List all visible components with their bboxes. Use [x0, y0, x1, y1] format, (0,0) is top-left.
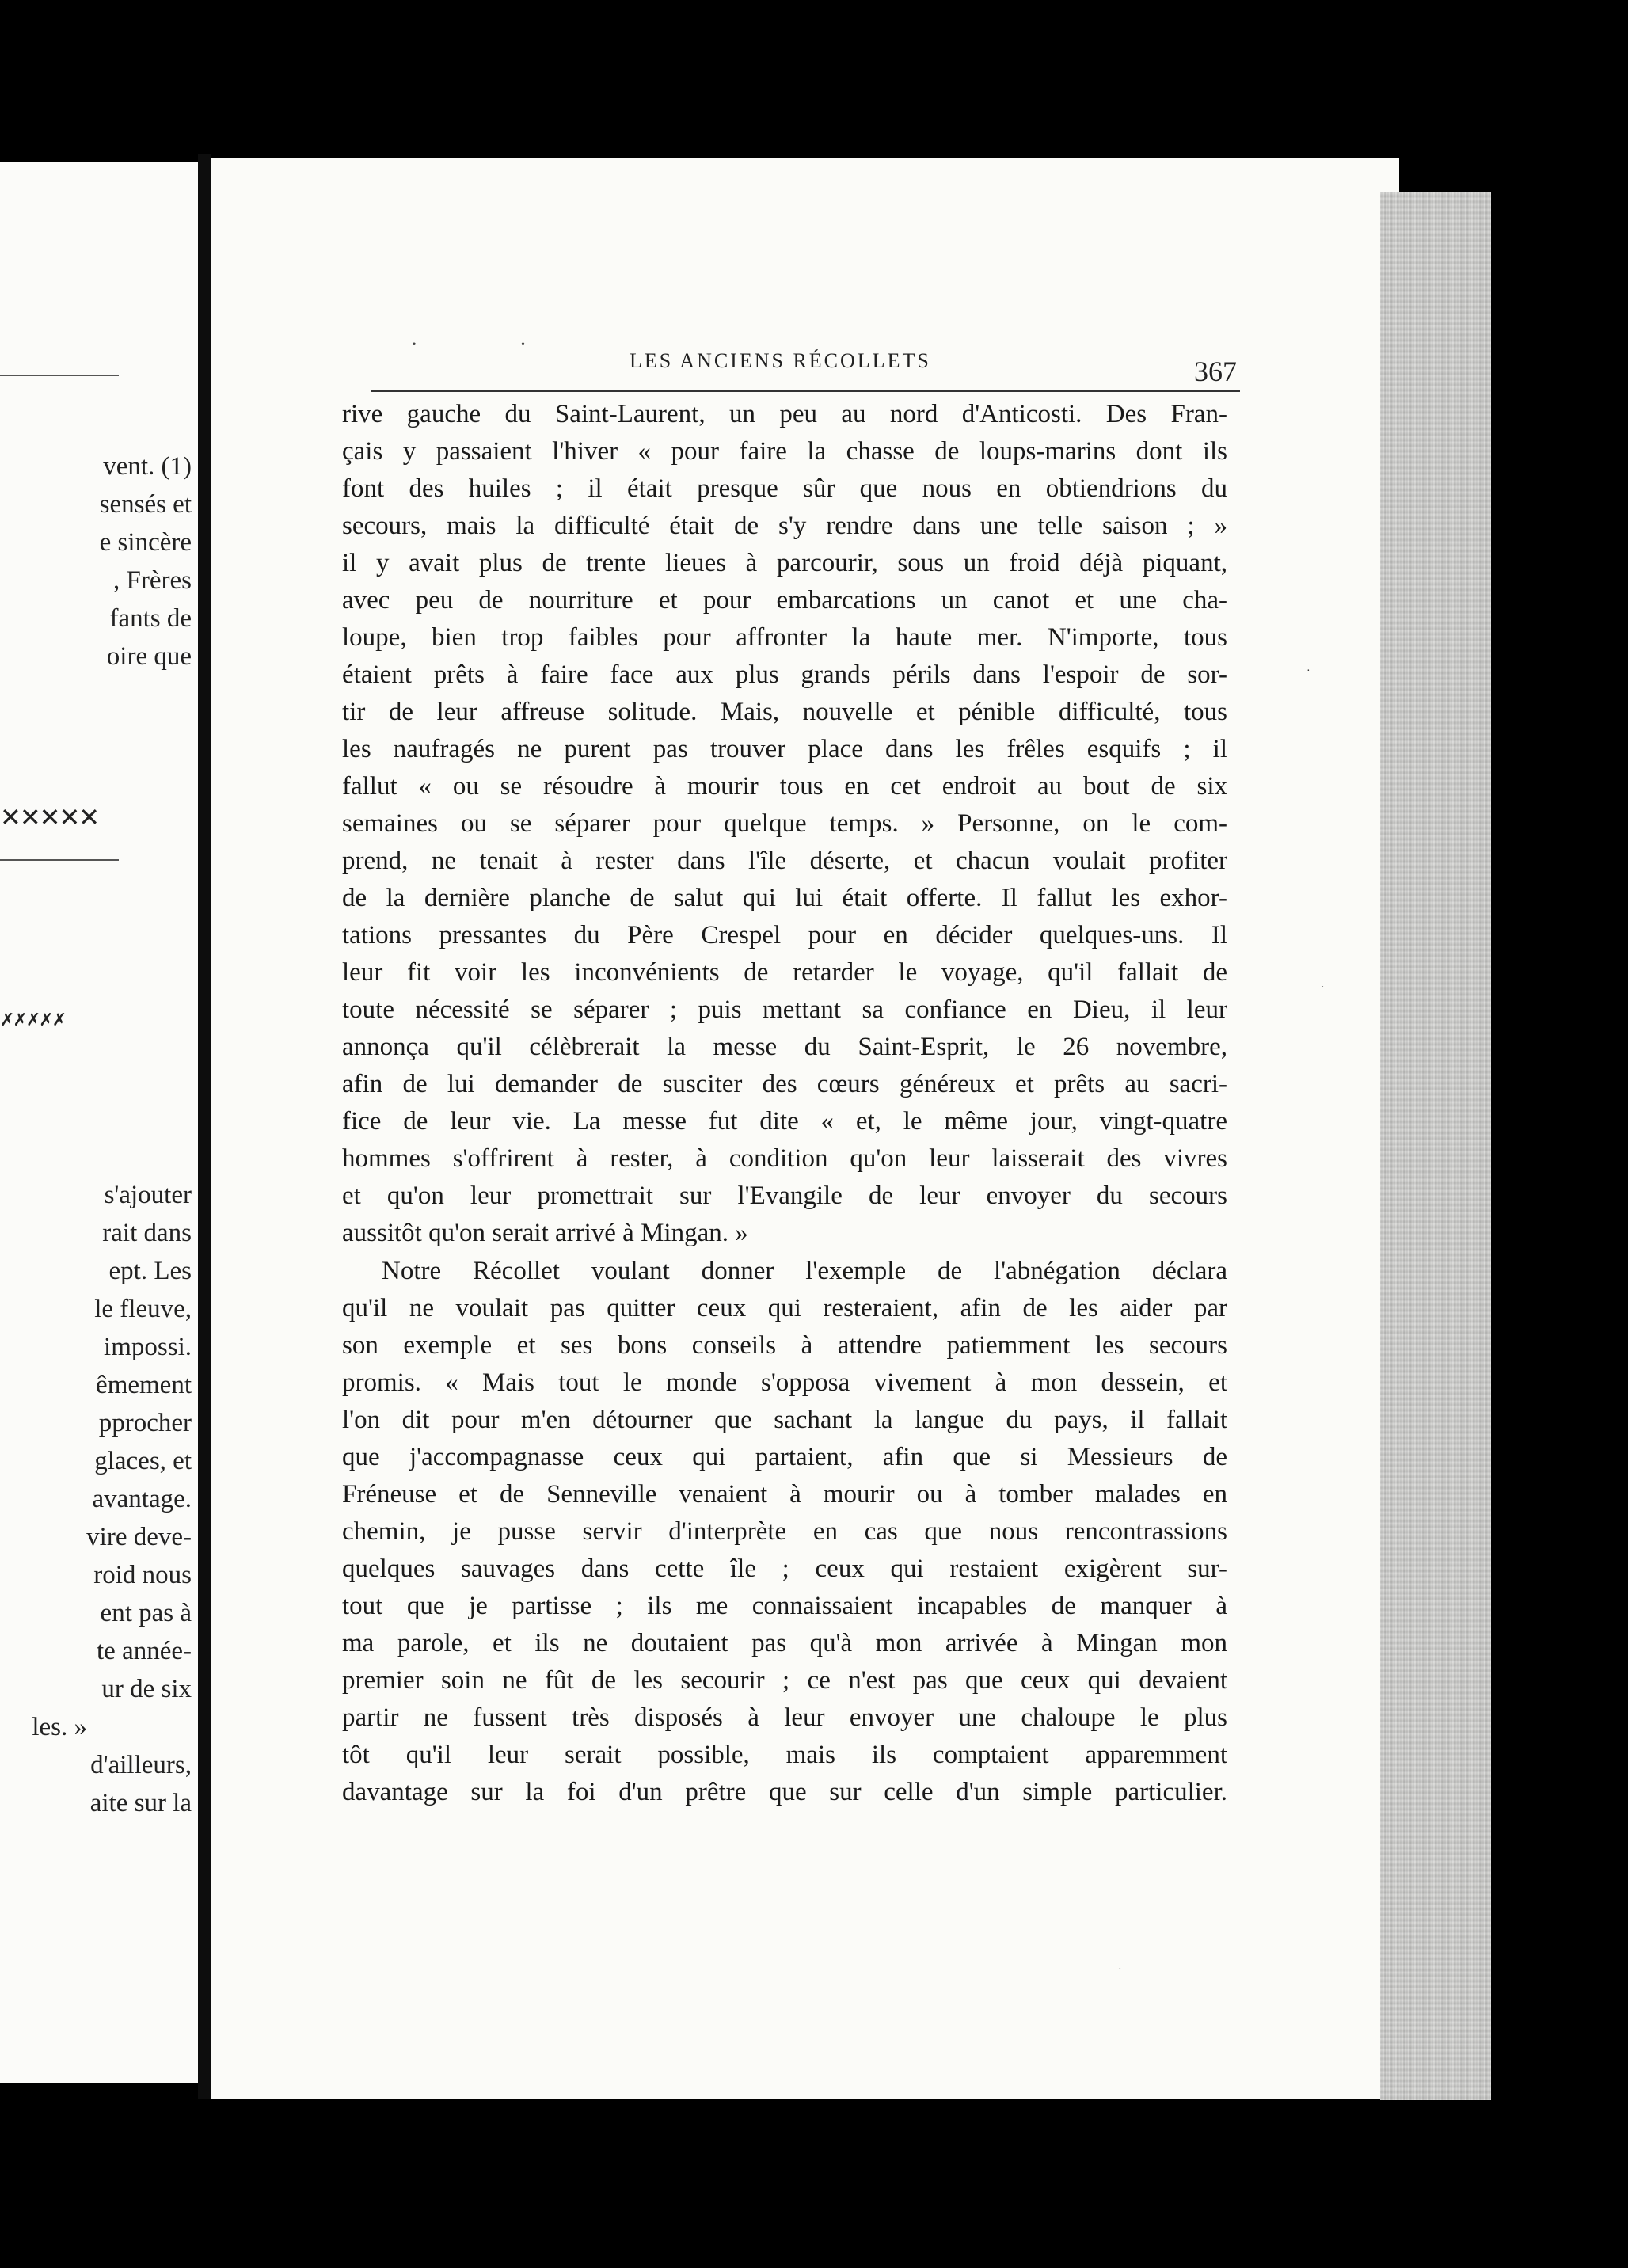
paragraph-first-line: Notre Récollet voulant donner l'exemple de l'abnégation déclara	[382, 1257, 1227, 1285]
left-page-rule	[0, 375, 119, 376]
text-line: afin de lui demander de susciter des cœurs généreux et prêts au sacri-	[342, 1070, 1227, 1098]
text-line: fice de leur vie. La messe fut dite « et, le même jour, vingt-quatre	[342, 1107, 1227, 1136]
left-page-fragment: glaces, et	[94, 1447, 192, 1475]
left-page	[0, 162, 198, 2083]
text-line: avec peu de nourriture et pour embarcations un canot et une cha-	[342, 586, 1227, 615]
page-speck: ·	[1118, 1964, 1122, 1976]
left-page-fragment: aite sur la	[89, 1789, 192, 1817]
left-page-fragment: , Frères	[113, 566, 192, 595]
left-page-fragment: avantage.	[92, 1485, 192, 1513]
text-line: semaines ou se séparer pour quelque temps. » Personne, on le com-	[342, 809, 1227, 838]
left-page-fragment: d'ailleurs,	[90, 1751, 192, 1779]
text-line: Fréneuse et de Senneville venaient à mourir ou à tomber malades en	[342, 1480, 1227, 1509]
left-page-fragment: sensés et	[99, 490, 192, 519]
text-line: loupe, bien trop faibles pour affronter la haute mer. N'importe, tous	[342, 623, 1227, 652]
header-rule	[371, 390, 1240, 392]
left-page-fragment: ept. Les	[108, 1257, 192, 1285]
left-page-fragment: impossi.	[104, 1333, 192, 1361]
text-line: annonça qu'il célèbrerait la messe du Saint-Esprit, le 26 novembre,	[342, 1033, 1227, 1061]
left-page-fragment: te année-	[97, 1637, 192, 1665]
left-page-fragment: fants de	[109, 604, 192, 633]
left-page-fragment: pprocher	[98, 1409, 192, 1437]
text-line: promis. « Mais tout le monde s'opposa vivement à mon dessein, et	[342, 1368, 1227, 1397]
left-page-ornament: ✗✗✗✗✗	[0, 1010, 66, 1029]
left-page-fragment: ur de six	[101, 1675, 192, 1703]
text-line: quelques sauvages dans cette île ; ceux qui restaient exigèrent sur-	[342, 1554, 1227, 1583]
text-line: tations pressantes du Père Crespel pour en décider quelques-uns. Il	[342, 921, 1227, 949]
text-line: premier soin ne fût de les secourir ; ce n'est pas que ceux qui devaient	[342, 1666, 1227, 1695]
page-speck: ·	[1307, 665, 1310, 677]
text-line: secours, mais la difficulté était de s'y rendre dans une telle saison ; »	[342, 512, 1227, 540]
left-page-fragment: s'ajouter	[104, 1181, 192, 1209]
text-line: partir ne fussent très disposés à leur envoyer une chaloupe le plus	[342, 1703, 1227, 1732]
text-line: rive gauche du Saint-Laurent, un peu au nord d'Anticosti. Des Fran-	[342, 400, 1227, 428]
text-line: son exemple et ses bons conseils à attendre patiemment les secours	[342, 1331, 1227, 1360]
left-page-fragment: e sincère	[99, 528, 192, 557]
text-line: l'on dit pour m'en détourner que sachant la langue du pays, il fallait	[342, 1406, 1227, 1434]
book-gutter	[198, 154, 211, 2099]
left-page-fragment: êmement	[96, 1371, 192, 1399]
text-line: ma parole, et ils ne doutaient pas qu'à mon arrivée à Mingan mon	[342, 1629, 1227, 1657]
text-line: çais y passaient l'hiver « pour faire la chasse de loups-marins dont ils	[342, 437, 1227, 466]
left-page-fragment: le fleuve,	[94, 1295, 192, 1323]
text-line: toute nécessité se séparer ; puis mettant sa confiance en Dieu, il leur	[342, 995, 1227, 1024]
left-page-fragment: ent pas à	[100, 1599, 192, 1627]
left-page-fragment: vent. (1)	[103, 452, 192, 481]
text-line: il y avait plus de trente lieues à parcourir, sous un froid déjà piquant,	[342, 549, 1227, 577]
text-line: davantage sur la foi d'un prêtre que sur celle d'un simple particulier.	[342, 1778, 1227, 1806]
book-page-edges	[1380, 192, 1491, 2100]
left-page-rule	[0, 859, 119, 861]
left-page-fragment: roid nous	[93, 1561, 192, 1589]
text-line: qu'il ne voulait pas quitter ceux qui resteraient, afin de les aider par	[342, 1294, 1227, 1322]
text-line: les naufragés ne purent pas trouver place dans les frêles esquifs ; il	[342, 735, 1227, 763]
text-line: hommes s'offrirent à rester, à condition qu'on leur laisserait des vivres	[342, 1144, 1227, 1173]
left-page-fragment: les. »	[32, 1713, 87, 1741]
text-line: tir de leur affreuse solitude. Mais, nouvelle et pénible difficulté, tous	[342, 698, 1227, 726]
text-line: aussitôt qu'on serait arrivé à Mingan. »	[342, 1219, 748, 1247]
text-line: tout que je partisse ; ils me connaissaient incapables de manquer à	[342, 1592, 1227, 1620]
text-line: de la dernière planche de salut qui lui était offerte. Il fallut les exhor-	[342, 884, 1227, 912]
text-line: leur fit voir les inconvénients de retarder le voyage, qu'il fallait de	[342, 958, 1227, 987]
text-line: font des huiles ; il était presque sûr que nous en obtiendrions du	[342, 474, 1227, 503]
text-line: et qu'on leur promettrait sur l'Evangile de leur envoyer du secours	[342, 1182, 1227, 1210]
page-number: 367	[1194, 356, 1237, 387]
header-printer-marks: · ·	[410, 331, 575, 357]
text-line: étaient prêts à faire face aux plus grands périls dans l'espoir de sor-	[342, 660, 1227, 689]
text-line: tôt qu'il leur serait possible, mais ils comptaient apparemment	[342, 1741, 1227, 1769]
body-text	[342, 396, 1227, 1901]
running-header-title: LES ANCIENS RÉCOLLETS	[630, 349, 931, 372]
left-page-fragment: rait dans	[102, 1219, 192, 1247]
text-line: prend, ne tenait à rester dans l'île déserte, et chacun voulait profiter	[342, 847, 1227, 875]
left-page-fragment: oire que	[106, 642, 192, 671]
text-line: fallut « ou se résoudre à mourir tous en cet endroit au bout de six	[342, 772, 1227, 801]
text-line: chemin, je pusse servir d'interprète en cas que nous rencontrassions	[342, 1517, 1227, 1546]
page-speck: ·	[1321, 982, 1325, 994]
left-page-ornament: ✕✕✕✕✕	[0, 803, 99, 831]
text-line: que j'accompagnasse ceux qui partaient, afin que si Messieurs de	[342, 1443, 1227, 1471]
left-page-fragment: vire deve-	[86, 1523, 192, 1551]
